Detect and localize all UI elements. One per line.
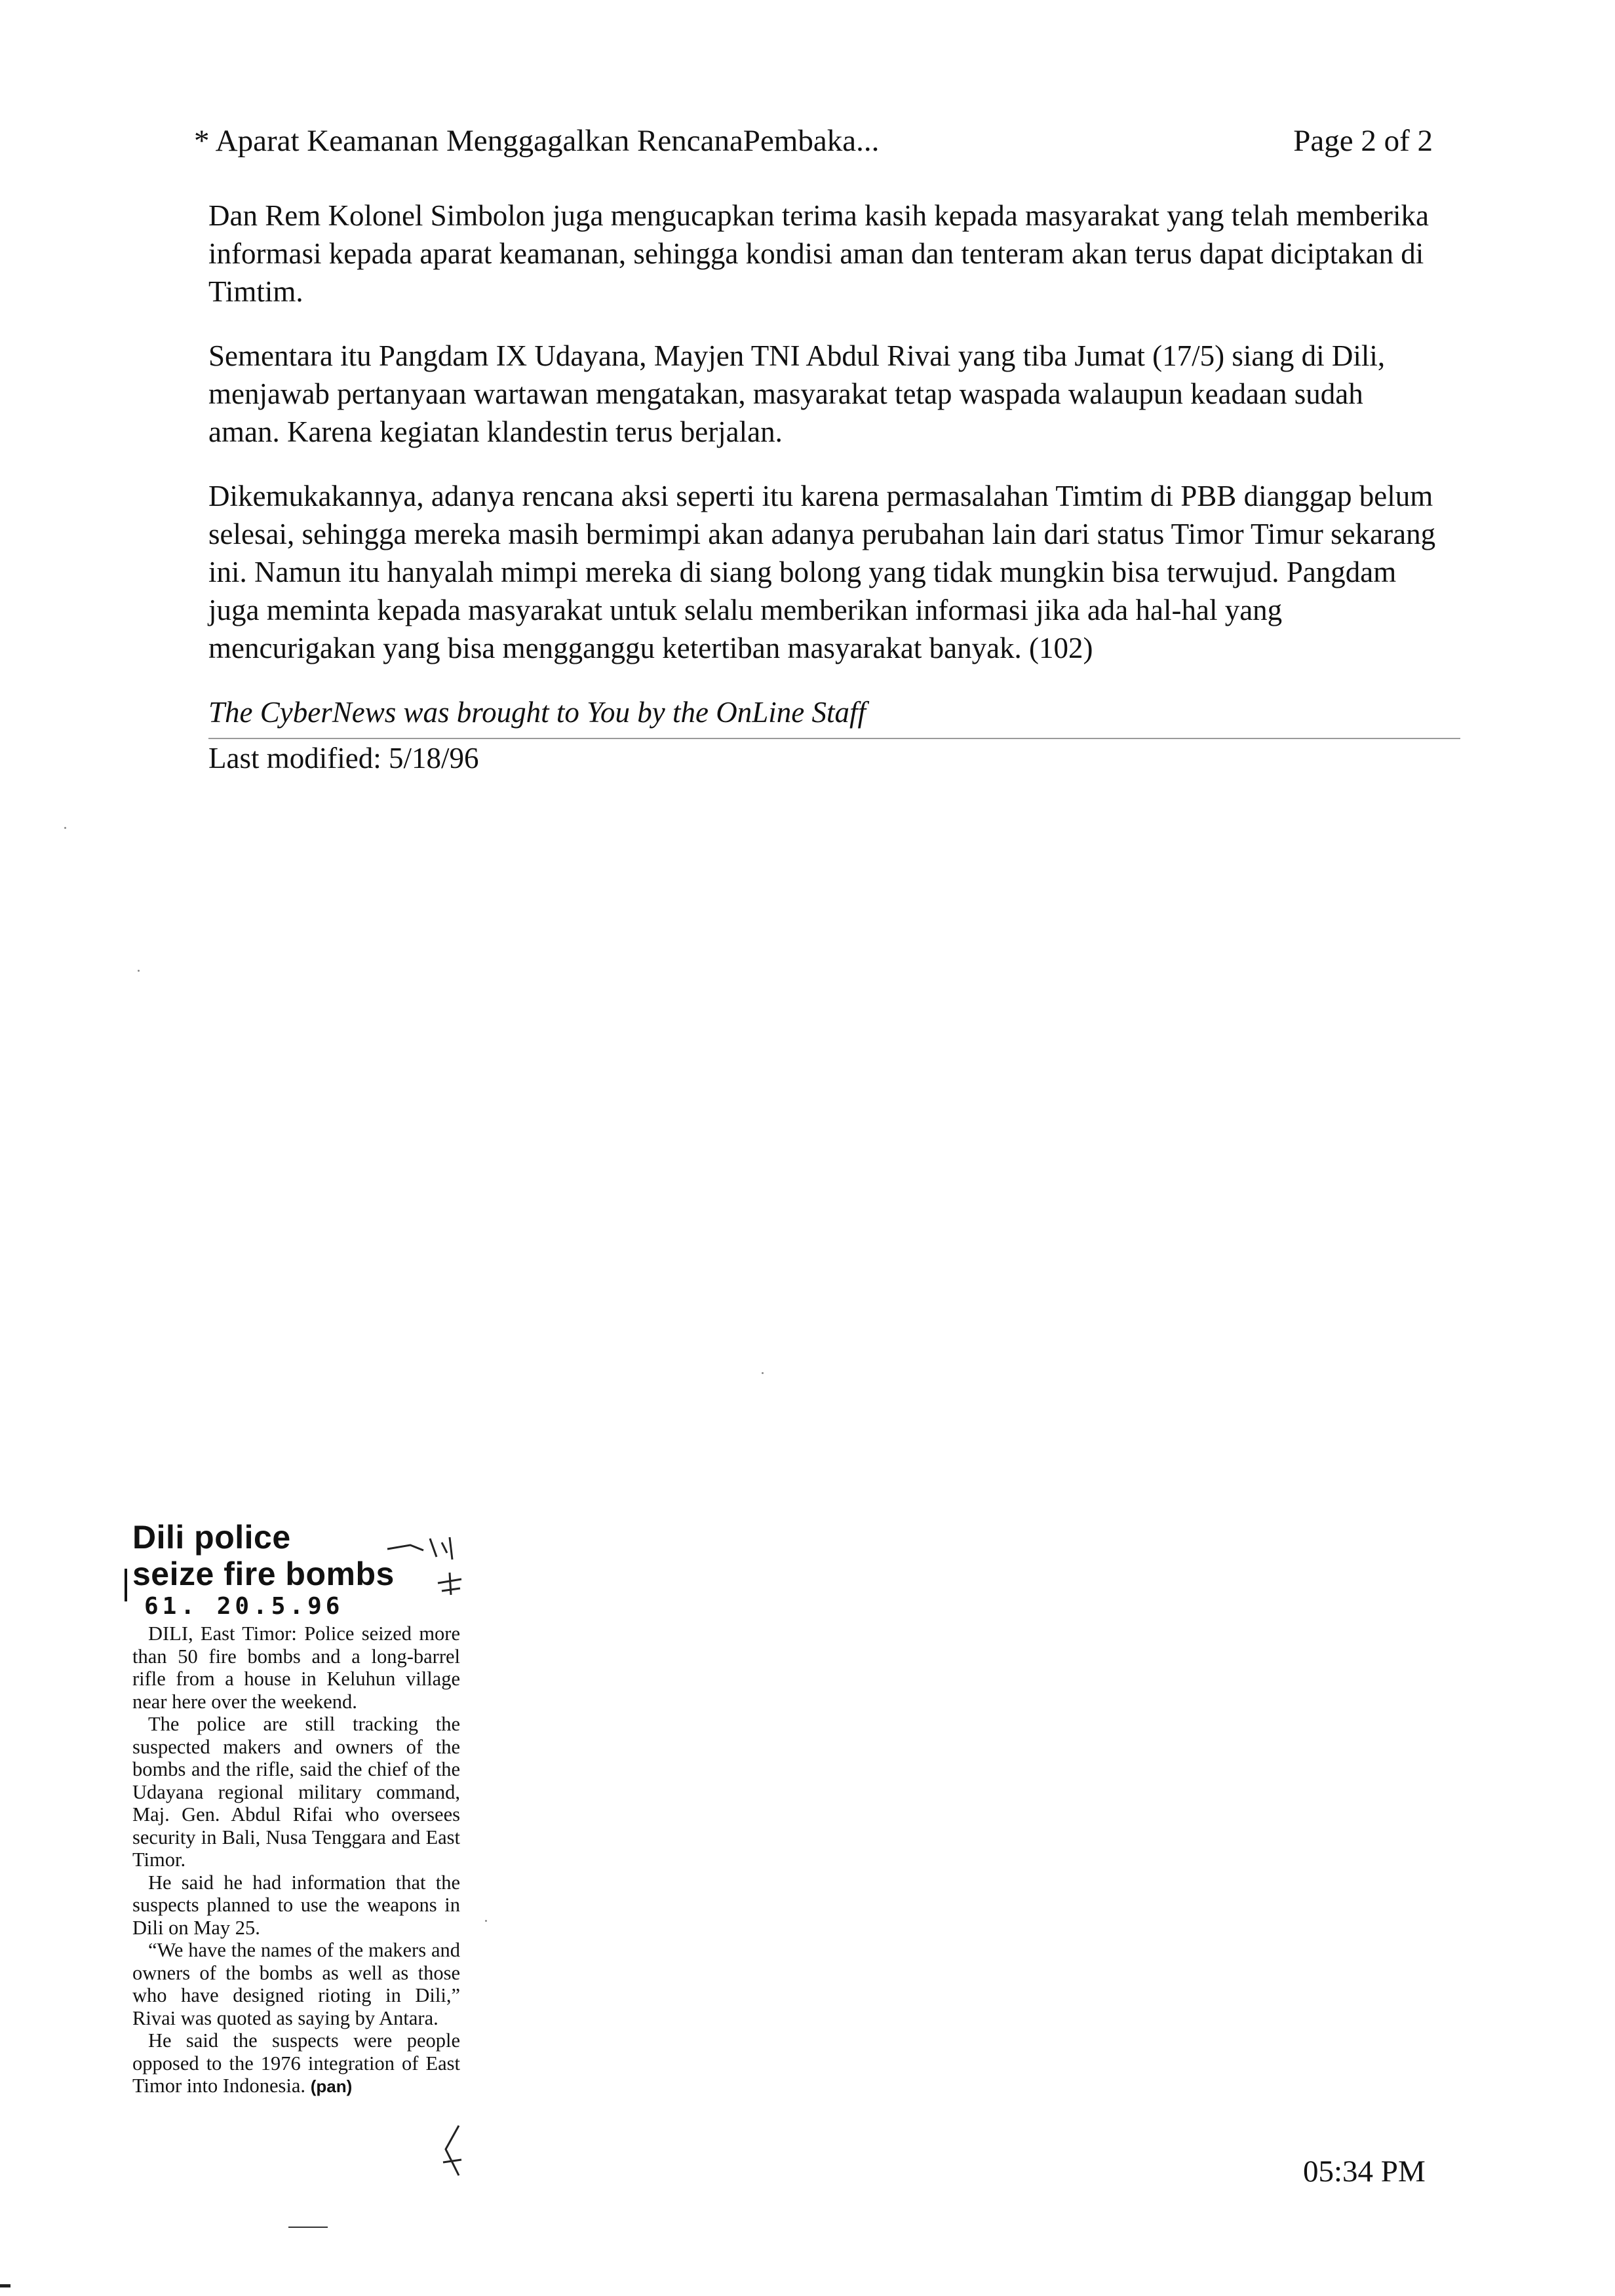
scan-scribble-mark: [384, 1531, 456, 1563]
document-title: * Aparat Keamanan Menggagalkan RencanaPembaka...: [194, 124, 880, 158]
scan-speck: [138, 970, 140, 972]
clipping-paragraph-3: He said he had information that the suspects planned to use the weapons in Dili on May 25.: [132, 1871, 460, 1939]
clipping-margin-mark: [125, 1569, 127, 1601]
scan-speck: [64, 827, 66, 829]
clipping-paragraph-1: DILI, East Timor: Police seized more than 50 fire bombs and a long-barrel rifle from a house in Keluhun village near here over the weekend.: [132, 1622, 460, 1713]
article-paragraph-1: Dan Rem Kolonel Simbolon juga mengucapkan terima kasih kepada masyarakat yang telah memberika informasi kepada aparat keamanan, sehingga kondisi aman dan tenteram akan terus dapat diciptakan di Timtim.: [208, 199, 1429, 308]
scan-scribble-mark: [435, 1570, 464, 1596]
clipping-paragraph-4: “We have the names of the makers and owners of the bombs as well as those who have designed rioting in Dili,” Rivai was quoted as saying by Antara.: [132, 1939, 460, 2029]
article-paragraph-2: Sementara itu Pangdam IX Udayana, Mayjen TNI Abdul Rivai yang tiba Jumat (17/5) siang di Dili, menjawab pertanyaan wartawan mengatakan, masyarakat tetap waspada walaupun keadaan sudah aman. Karena kegiatan klandestin terus berjalan.: [208, 339, 1386, 448]
newspaper-clipping: [125, 1519, 465, 2098]
clipping-headline-line-2: seize fire bombs: [132, 1556, 395, 1592]
print-time: 05:34 PM: [1303, 2154, 1426, 2189]
article-body: [208, 197, 1441, 776]
scan-edge-mark: [0, 2284, 10, 2287]
scan-speck: [762, 1372, 764, 1374]
clipping-signoff: (pan): [310, 2076, 353, 2096]
article-paragraph-3: Dikemukakannya, adanya rencana aksi seperti itu karena permasalahan Timtim di PBB dianggap belum selesai, sehingga mereka masih bermimpi akan adanya perubahan lain dari status Timor Timur sekarang ini. Namun itu hanyalah mimpi mereka di siang bolong yang tidak mungkin bisa terwujud. Pangdam juga meminta kepada masyarakat untuk selalu memberikan informasi jika ada hal-hal yang mencurigakan yang bisa mengganggu ketertiban masyarakat banyak. (102): [208, 480, 1436, 664]
last-modified-row: [208, 734, 1441, 776]
page-header: [194, 118, 1433, 164]
clipping-headline-line-1: Dili police: [132, 1519, 291, 1556]
clipping-end-rule: [288, 2227, 328, 2228]
clipping-body: [132, 1622, 460, 2098]
clipping-paragraph-5-text: He said the suspects were people opposed to the 1976 integration of East Timor into Indonesia.: [132, 2029, 460, 2097]
clipping-paragraph-2: The police are still tracking the suspected makers and owners of the bombs and the rifle, said the chief of the Udayana regional military command, Maj. Gen. Abdul Rifai who oversees security in Bali, Nusa Tenggara and East Timor.: [132, 1713, 460, 1871]
handwritten-date: 61. 20.5.96: [144, 1593, 344, 1620]
last-modified: Last modified: 5/18/96: [208, 739, 488, 777]
page-number: Page 2 of 2: [1293, 124, 1433, 158]
scan-speck: [485, 1920, 487, 1922]
cybernews-credit: The CyberNews was brought to You by the OnLine Staff: [208, 696, 866, 729]
scan-scribble-mark: [439, 2123, 465, 2182]
clipping-paragraph-5: [132, 2029, 460, 2098]
